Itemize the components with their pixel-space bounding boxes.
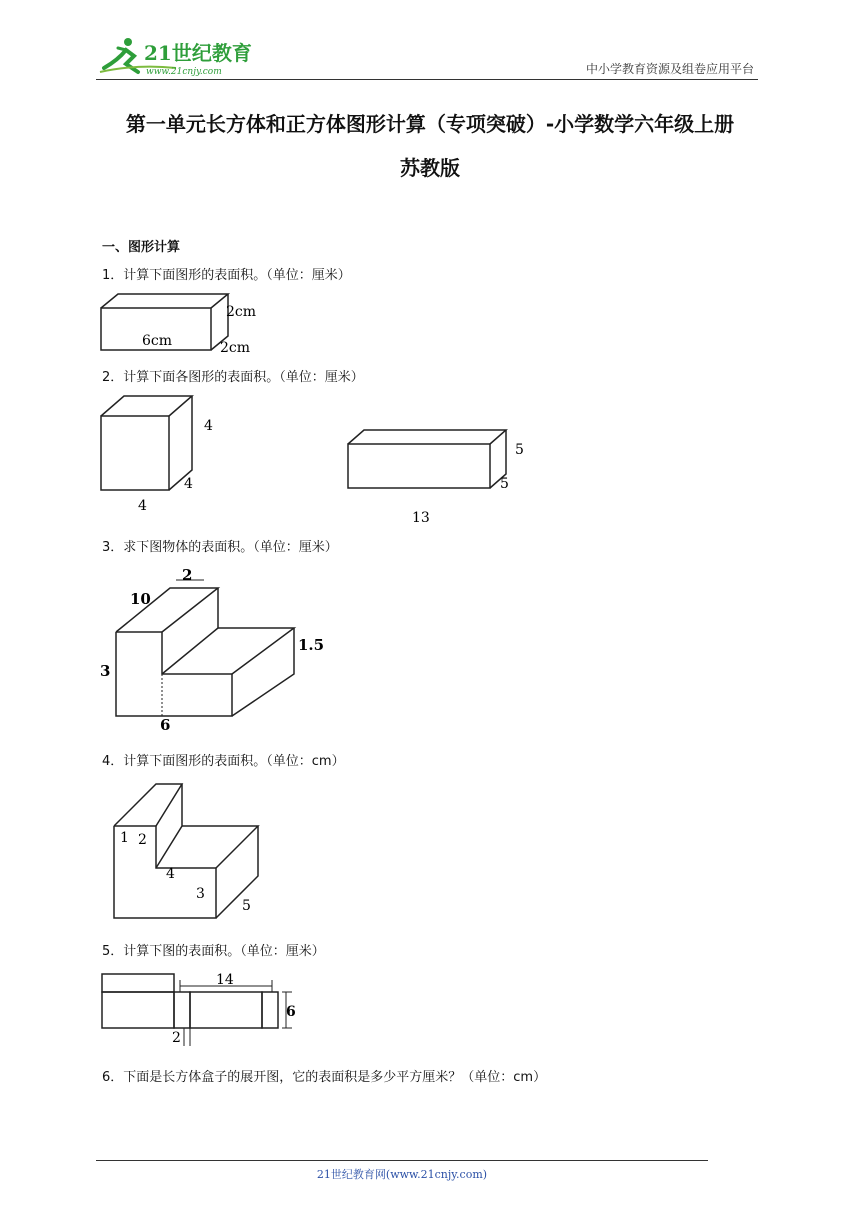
q4-label-4: 4 xyxy=(166,866,175,882)
section-heading: 一、图形计算 xyxy=(102,240,181,255)
q1-label-height: 2cm xyxy=(226,304,257,320)
q2a-label-width: 4 xyxy=(184,476,193,492)
q2b-label-length: 13 xyxy=(412,510,430,526)
q2a-label-height: 4 xyxy=(204,418,213,434)
logo-text: 21世纪教育 xyxy=(144,41,252,65)
page-title-line2: 苏教版 xyxy=(400,156,460,180)
footer-divider xyxy=(96,1160,708,1161)
header-divider xyxy=(96,79,758,80)
platform-name: 中小学教育资源及组卷应用平台 xyxy=(585,62,754,76)
question-3: 3．求下图物体的表面积。（单位：厘米） xyxy=(102,540,338,555)
q3-step-solid-figure xyxy=(96,562,346,730)
q4-step-solid-figure xyxy=(100,778,270,924)
q2b-label-width: 5 xyxy=(500,476,509,492)
q3-label-length: 6 xyxy=(160,716,171,730)
question-1: 1．计算下面图形的表面积。（单位：厘米） xyxy=(102,268,351,283)
q5-label-height: 6 xyxy=(286,1004,296,1020)
q4-label-2: 2 xyxy=(138,832,147,848)
q5-label-width: 2 xyxy=(172,1030,181,1046)
q1-label-width: 2cm xyxy=(220,340,251,356)
question-4: 4．计算下面图形的表面积。（单位：cm） xyxy=(102,754,345,769)
q4-label-5: 5 xyxy=(242,898,251,914)
q2a-label-length: 4 xyxy=(138,498,147,514)
q2-cuboid-figure xyxy=(340,424,540,528)
q4-label-1: 1 xyxy=(120,830,129,846)
q5-net-figure xyxy=(96,966,336,1050)
page-title: 第一单元长方体和正方体图形计算（专项突破）-小学数学六年级上册 xyxy=(125,112,735,136)
q4-label-3: 3 xyxy=(196,886,205,902)
q3-label-step: 1.5 xyxy=(298,636,325,654)
question-6: 6．下面是长方体盒子的展开图，它的表面积是多少平方厘米？（单位：cm） xyxy=(102,1070,547,1085)
question-2: 2．计算下面各图形的表面积。（单位：厘米） xyxy=(102,370,364,385)
q3-label-height: 3 xyxy=(100,662,111,680)
question-5: 5．计算下图的表面积。（单位：厘米） xyxy=(102,944,325,959)
logo xyxy=(96,34,266,78)
q3-label-depth: 10 xyxy=(130,590,151,608)
logo-url: www.21cnjy.com xyxy=(146,67,222,77)
q5-label-length: 14 xyxy=(216,972,234,988)
footer-link[interactable]: 21世纪教育网(www.21cnjy.com) xyxy=(316,1168,488,1181)
q2-cube-figure xyxy=(96,392,236,516)
q1-label-length: 6cm xyxy=(142,333,173,349)
q2b-label-height: 5 xyxy=(515,442,524,458)
q1-cuboid-figure xyxy=(96,290,266,356)
q3-label-top: 2 xyxy=(182,566,193,584)
